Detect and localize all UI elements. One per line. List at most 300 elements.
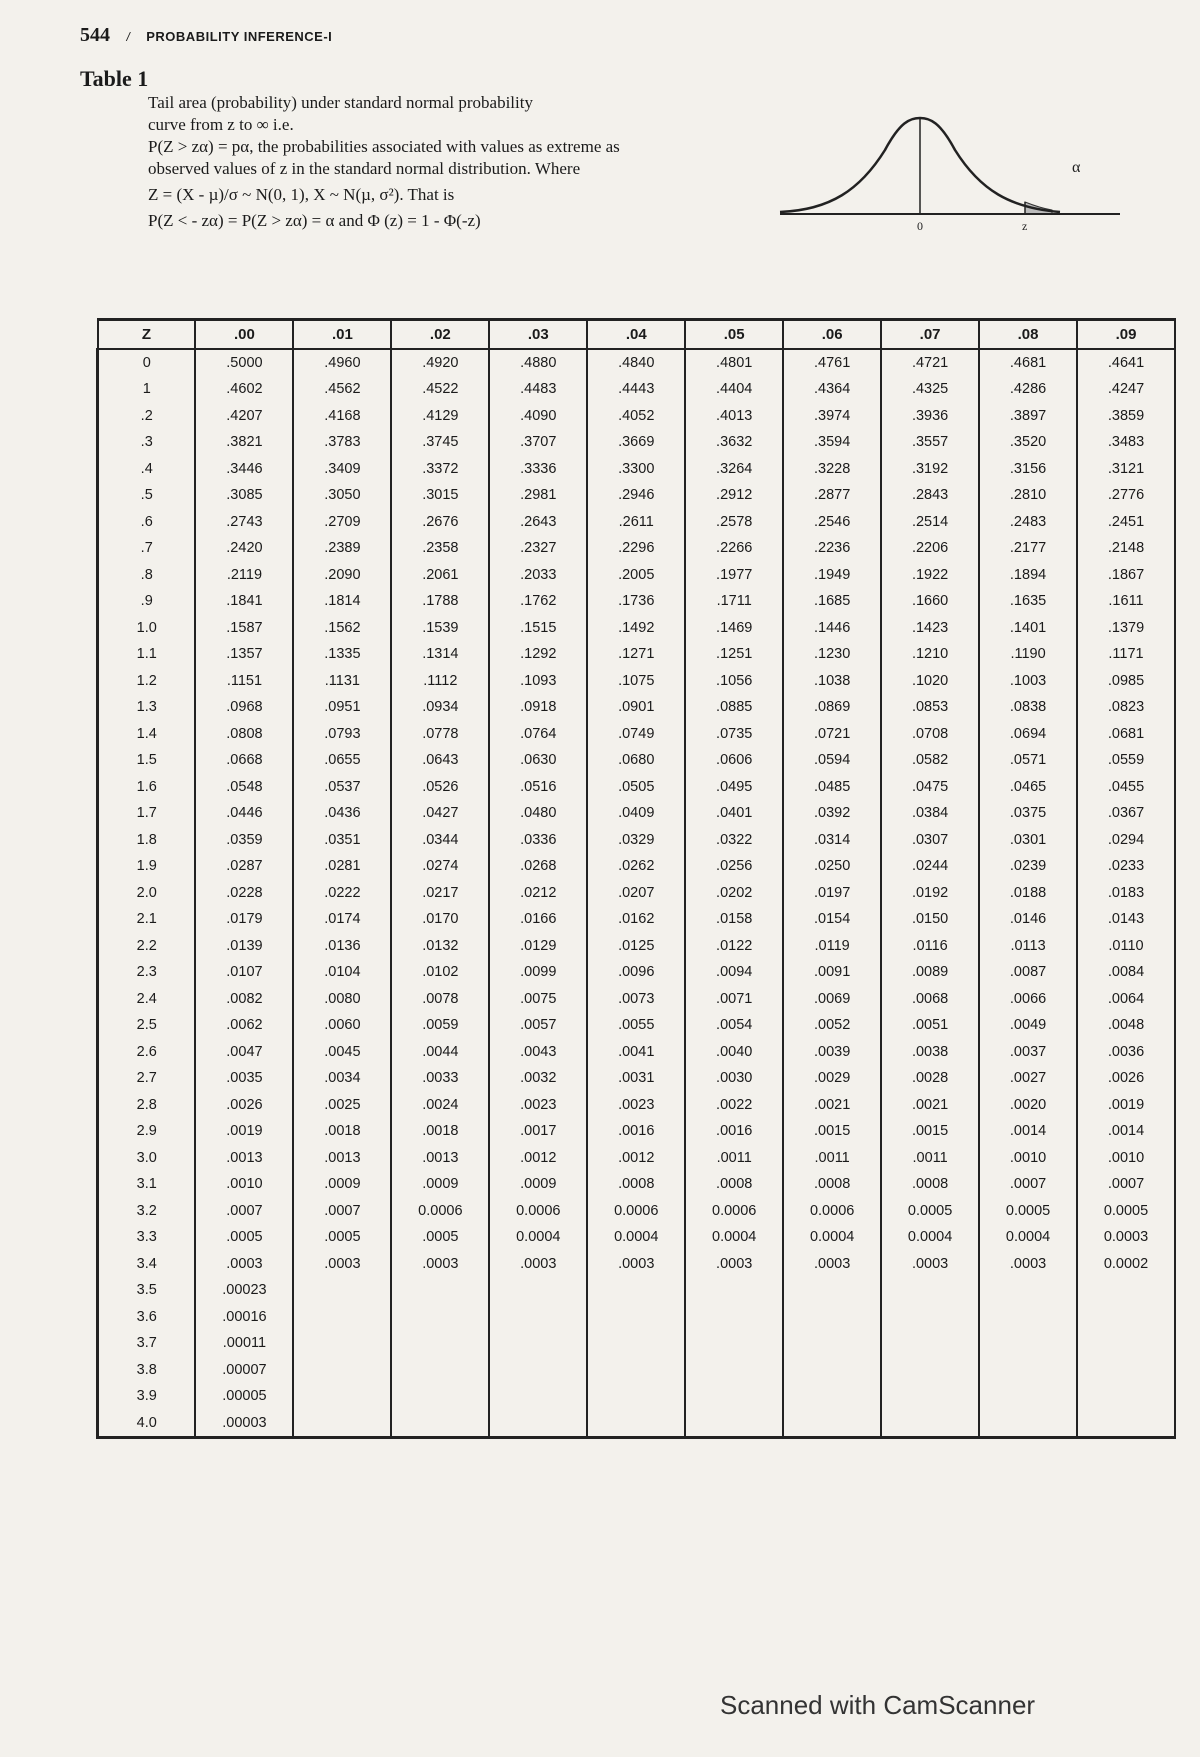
probability-cell: .0023	[587, 1092, 685, 1119]
probability-cell: .2483	[979, 509, 1077, 536]
section-title: PROBABILITY INFERENCE-I	[146, 29, 333, 44]
probability-cell: .0029	[783, 1065, 881, 1092]
probability-cell: .0158	[685, 906, 783, 933]
probability-cell: .0012	[587, 1145, 685, 1172]
probability-cell: .0793	[293, 721, 391, 748]
probability-cell: .1922	[881, 562, 979, 589]
probability-cell	[1077, 1410, 1175, 1438]
probability-cell: .0011	[881, 1145, 979, 1172]
table-row	[98, 1383, 1176, 1410]
probability-cell: .4721	[881, 349, 979, 377]
probability-cell: .0436	[293, 800, 391, 827]
probability-cell	[881, 1304, 979, 1331]
column-header: .05	[685, 320, 783, 349]
probability-cell: .0008	[881, 1171, 979, 1198]
probability-cell: .0075	[489, 986, 587, 1013]
z-value-cell: 1.1	[98, 641, 196, 668]
probability-cell: .0010	[195, 1171, 293, 1198]
probability-cell: .4483	[489, 376, 587, 403]
table-row	[98, 1277, 1176, 1304]
probability-cell: .1230	[783, 641, 881, 668]
probability-cell: .0091	[783, 959, 881, 986]
probability-cell: .0037	[979, 1039, 1077, 1066]
probability-cell: .0475	[881, 774, 979, 801]
zero-label: 0	[917, 219, 923, 233]
probability-cell: .1660	[881, 588, 979, 615]
probability-cell: .0023	[489, 1092, 587, 1119]
probability-cell: .0764	[489, 721, 587, 748]
probability-cell: .0055	[587, 1012, 685, 1039]
table-row	[98, 1198, 1176, 1225]
description-line: observed values of z in the standard normal distribution. Where	[148, 159, 581, 178]
probability-cell: .0571	[979, 747, 1077, 774]
probability-cell: .2743	[195, 509, 293, 536]
z-value-cell: 1.3	[98, 694, 196, 721]
probability-cell: .0033	[391, 1065, 489, 1092]
probability-cell: 0.0006	[587, 1198, 685, 1225]
probability-cell	[391, 1383, 489, 1410]
probability-cell: .1131	[293, 668, 391, 695]
probability-cell: .0446	[195, 800, 293, 827]
description-line: P(Z > zα) = pα, the probabilities associated with values as extreme as	[148, 137, 620, 156]
probability-cell: .0179	[195, 906, 293, 933]
probability-cell: .0048	[1077, 1012, 1175, 1039]
probability-cell: .1635	[979, 588, 1077, 615]
probability-cell: .0212	[489, 880, 587, 907]
probability-cell: .5000	[195, 349, 293, 377]
table-row	[98, 986, 1176, 1013]
probability-cell: .4129	[391, 403, 489, 430]
probability-cell: .0113	[979, 933, 1077, 960]
probability-cell	[979, 1304, 1077, 1331]
probability-cell: .4681	[979, 349, 1077, 377]
probability-cell: .0052	[783, 1012, 881, 1039]
table-row	[98, 1304, 1176, 1331]
probability-cell	[489, 1410, 587, 1438]
table-row	[98, 853, 1176, 880]
table-row	[98, 429, 1176, 456]
probability-cell: .1003	[979, 668, 1077, 695]
probability-cell	[587, 1330, 685, 1357]
probability-cell: .0968	[195, 694, 293, 721]
probability-cell: .0125	[587, 933, 685, 960]
column-header: .08	[979, 320, 1077, 349]
probability-cell: .1736	[587, 588, 685, 615]
probability-cell: .2843	[881, 482, 979, 509]
probability-cell	[489, 1357, 587, 1384]
probability-cell: .2810	[979, 482, 1077, 509]
probability-cell: .0078	[391, 986, 489, 1013]
probability-cell: .0010	[1077, 1145, 1175, 1172]
probability-cell: .0281	[293, 853, 391, 880]
probability-cell: .4443	[587, 376, 685, 403]
probability-cell: .1171	[1077, 641, 1175, 668]
z-label: z	[1022, 219, 1028, 233]
probability-cell: .0735	[685, 721, 783, 748]
table-row	[98, 535, 1176, 562]
probability-cell: .0526	[391, 774, 489, 801]
probability-cell: .0018	[293, 1118, 391, 1145]
probability-cell: .0005	[195, 1224, 293, 1251]
alpha-label: α	[1072, 159, 1081, 176]
table-description	[148, 92, 788, 232]
table-row	[98, 1118, 1176, 1145]
z-value-cell: .4	[98, 456, 196, 483]
probability-cell: .1357	[195, 641, 293, 668]
probability-cell: .4364	[783, 376, 881, 403]
probability-cell: .0025	[293, 1092, 391, 1119]
probability-cell: .4960	[293, 349, 391, 377]
probability-cell: .0183	[1077, 880, 1175, 907]
probability-cell: .0480	[489, 800, 587, 827]
probability-cell: .0019	[1077, 1092, 1175, 1119]
probability-cell: .2236	[783, 535, 881, 562]
probability-cell: .1292	[489, 641, 587, 668]
probability-cell: .3336	[489, 456, 587, 483]
z-value-cell: 1.4	[98, 721, 196, 748]
z-value-cell: .6	[98, 509, 196, 536]
probability-cell	[293, 1383, 391, 1410]
probability-cell: .2676	[391, 509, 489, 536]
probability-cell: .1020	[881, 668, 979, 695]
probability-cell: .2005	[587, 562, 685, 589]
probability-cell: .0287	[195, 853, 293, 880]
probability-cell	[783, 1277, 881, 1304]
probability-cell: .0026	[195, 1092, 293, 1119]
probability-cell: .0054	[685, 1012, 783, 1039]
probability-cell: .4761	[783, 349, 881, 377]
probability-cell: .0015	[783, 1118, 881, 1145]
column-header: .02	[391, 320, 489, 349]
probability-cell	[685, 1383, 783, 1410]
probability-cell	[489, 1383, 587, 1410]
probability-cell: .0630	[489, 747, 587, 774]
z-value-cell: 3.2	[98, 1198, 196, 1225]
z-value-cell: 3.7	[98, 1330, 196, 1357]
probability-cell: .0934	[391, 694, 489, 721]
probability-cell: .0009	[489, 1171, 587, 1198]
probability-cell: .3085	[195, 482, 293, 509]
column-header: .09	[1077, 320, 1175, 349]
table-row	[98, 615, 1176, 642]
z-value-cell: .5	[98, 482, 196, 509]
probability-cell: 0.0006	[489, 1198, 587, 1225]
probability-cell	[293, 1277, 391, 1304]
probability-cell: .0537	[293, 774, 391, 801]
probability-cell: .0038	[881, 1039, 979, 1066]
probability-cell: .0003	[391, 1251, 489, 1278]
probability-cell: .2981	[489, 482, 587, 509]
probability-cell: .0003	[783, 1251, 881, 1278]
probability-cell: .3300	[587, 456, 685, 483]
probability-cell: .0084	[1077, 959, 1175, 986]
probability-cell	[783, 1330, 881, 1357]
probability-cell: .1562	[293, 615, 391, 642]
probability-cell: .2546	[783, 509, 881, 536]
probability-cell: .0082	[195, 986, 293, 1013]
probability-cell: 0.0003	[1077, 1224, 1175, 1251]
probability-cell: .0003	[489, 1251, 587, 1278]
probability-cell: .3632	[685, 429, 783, 456]
probability-cell: .0009	[391, 1171, 489, 1198]
probability-cell: .0034	[293, 1065, 391, 1092]
probability-cell: .0188	[979, 880, 1077, 907]
probability-cell: .2148	[1077, 535, 1175, 562]
probability-cell	[587, 1383, 685, 1410]
probability-cell: .0749	[587, 721, 685, 748]
probability-cell: 0.0004	[979, 1224, 1077, 1251]
probability-cell: .1611	[1077, 588, 1175, 615]
probability-cell	[979, 1383, 1077, 1410]
probability-cell: .3228	[783, 456, 881, 483]
probability-cell	[685, 1277, 783, 1304]
probability-cell: .1685	[783, 588, 881, 615]
probability-cell: .0021	[783, 1092, 881, 1119]
probability-cell: .3821	[195, 429, 293, 456]
probability-cell: 0.0004	[685, 1224, 783, 1251]
probability-cell: .0045	[293, 1039, 391, 1066]
probability-cell: .0041	[587, 1039, 685, 1066]
probability-cell: .0073	[587, 986, 685, 1013]
probability-cell: .0322	[685, 827, 783, 854]
probability-cell: .3974	[783, 403, 881, 430]
probability-cell: .0104	[293, 959, 391, 986]
column-header: .04	[587, 320, 685, 349]
probability-cell: .3783	[293, 429, 391, 456]
probability-cell: .0294	[1077, 827, 1175, 854]
z-value-cell: 1.0	[98, 615, 196, 642]
probability-cell: .0011	[685, 1145, 783, 1172]
probability-cell: .0007	[293, 1198, 391, 1225]
probability-cell	[391, 1277, 489, 1304]
probability-cell	[783, 1357, 881, 1384]
probability-cell: .0427	[391, 800, 489, 827]
probability-cell: .1492	[587, 615, 685, 642]
probability-cell: .0401	[685, 800, 783, 827]
probability-cell: .0003	[195, 1251, 293, 1278]
probability-cell: .0003	[587, 1251, 685, 1278]
probability-cell	[293, 1410, 391, 1438]
probability-cell	[979, 1410, 1077, 1438]
probability-cell: 0.0005	[979, 1198, 1077, 1225]
table-row	[98, 588, 1176, 615]
probability-cell: .0020	[979, 1092, 1077, 1119]
probability-cell: .0384	[881, 800, 979, 827]
probability-cell: .2877	[783, 482, 881, 509]
table-row	[98, 1330, 1176, 1357]
probability-cell: .0005	[391, 1224, 489, 1251]
probability-cell	[881, 1383, 979, 1410]
probability-cell	[391, 1357, 489, 1384]
probability-cell	[685, 1410, 783, 1438]
probability-cell: .3897	[979, 403, 1077, 430]
probability-cell	[881, 1410, 979, 1438]
probability-cell: .0274	[391, 853, 489, 880]
probability-cell: .2177	[979, 535, 1077, 562]
probability-cell: .3859	[1077, 403, 1175, 430]
probability-cell: .0019	[195, 1118, 293, 1145]
probability-cell: 0.0004	[489, 1224, 587, 1251]
probability-cell: .1977	[685, 562, 783, 589]
probability-cell: .2266	[685, 535, 783, 562]
probability-cell: .0192	[881, 880, 979, 907]
probability-cell: .0080	[293, 986, 391, 1013]
probability-cell: .1762	[489, 588, 587, 615]
probability-cell: .0116	[881, 933, 979, 960]
probability-cell: .4404	[685, 376, 783, 403]
probability-cell: .0051	[881, 1012, 979, 1039]
probability-cell: .1210	[881, 641, 979, 668]
probability-cell: .4641	[1077, 349, 1175, 377]
table-row	[98, 509, 1176, 536]
probability-cell: .0329	[587, 827, 685, 854]
column-header: .06	[783, 320, 881, 349]
probability-cell: .0066	[979, 986, 1077, 1013]
probability-cell: .0003	[685, 1251, 783, 1278]
probability-cell: .0495	[685, 774, 783, 801]
table-row	[98, 1357, 1176, 1384]
probability-cell: .3050	[293, 482, 391, 509]
table-row	[98, 1251, 1176, 1278]
table-row	[98, 774, 1176, 801]
probability-cell: .0559	[1077, 747, 1175, 774]
table-row	[98, 562, 1176, 589]
probability-cell: .1314	[391, 641, 489, 668]
probability-cell: .0014	[979, 1118, 1077, 1145]
header-separator: /	[126, 30, 130, 44]
probability-cell: 0.0006	[783, 1198, 881, 1225]
probability-cell: .0853	[881, 694, 979, 721]
column-header: .07	[881, 320, 979, 349]
probability-cell: .2946	[587, 482, 685, 509]
table-row	[98, 906, 1176, 933]
probability-cell: .4522	[391, 376, 489, 403]
probability-cell: .1539	[391, 615, 489, 642]
probability-cell: .0087	[979, 959, 1077, 986]
probability-cell: .2119	[195, 562, 293, 589]
z-value-cell: 1.7	[98, 800, 196, 827]
probability-cell: .0901	[587, 694, 685, 721]
probability-cell: .0003	[881, 1251, 979, 1278]
probability-cell: .0708	[881, 721, 979, 748]
probability-cell: .0516	[489, 774, 587, 801]
probability-cell: .0409	[587, 800, 685, 827]
probability-cell: .0069	[783, 986, 881, 1013]
header-row	[98, 320, 1176, 349]
probability-cell: .0150	[881, 906, 979, 933]
probability-cell: .4013	[685, 403, 783, 430]
probability-cell: .1949	[783, 562, 881, 589]
z-value-cell: 0	[98, 349, 196, 377]
probability-cell: .0268	[489, 853, 587, 880]
probability-cell: .0030	[685, 1065, 783, 1092]
z-value-cell: 3.8	[98, 1357, 196, 1384]
probability-cell: 0.0005	[881, 1198, 979, 1225]
probability-cell: .00011	[195, 1330, 293, 1357]
probability-cell: .0132	[391, 933, 489, 960]
probability-cell: .0007	[195, 1198, 293, 1225]
z-value-cell: 2.5	[98, 1012, 196, 1039]
probability-cell: .0122	[685, 933, 783, 960]
probability-cell: .3669	[587, 429, 685, 456]
probability-cell: .0026	[1077, 1065, 1175, 1092]
page-header	[80, 24, 332, 47]
z-value-cell: 2.3	[98, 959, 196, 986]
probability-cell: .0102	[391, 959, 489, 986]
probability-cell: .0228	[195, 880, 293, 907]
probability-cell: 0.0002	[1077, 1251, 1175, 1278]
description-line: P(Z < - zα) = P(Z > zα) = α and Φ (z) = 1 - Φ(-z)	[148, 211, 481, 230]
probability-cell: .0202	[685, 880, 783, 907]
table-title: Table 1	[80, 66, 149, 91]
probability-cell: .0011	[783, 1145, 881, 1172]
table-row	[98, 800, 1176, 827]
probability-cell: .0643	[391, 747, 489, 774]
probability-cell: .0721	[783, 721, 881, 748]
table-row	[98, 376, 1176, 403]
probability-cell: 0.0004	[783, 1224, 881, 1251]
probability-cell: .3372	[391, 456, 489, 483]
probability-cell	[293, 1357, 391, 1384]
z-value-cell: 3.9	[98, 1383, 196, 1410]
probability-cell	[587, 1304, 685, 1331]
probability-cell: .00005	[195, 1383, 293, 1410]
probability-cell: .0008	[685, 1171, 783, 1198]
probability-cell	[489, 1277, 587, 1304]
probability-cell: .0375	[979, 800, 1077, 827]
probability-cell: .0314	[783, 827, 881, 854]
probability-cell: .0057	[489, 1012, 587, 1039]
z-table	[96, 318, 1176, 1439]
probability-cell: .1788	[391, 588, 489, 615]
probability-cell: .1711	[685, 588, 783, 615]
probability-cell: .4168	[293, 403, 391, 430]
probability-cell: .0119	[783, 933, 881, 960]
probability-cell: .00016	[195, 1304, 293, 1331]
z-value-cell: 1.8	[98, 827, 196, 854]
table-row	[98, 1410, 1176, 1438]
probability-cell: .0021	[881, 1092, 979, 1119]
probability-cell: .0039	[783, 1039, 881, 1066]
probability-cell: .1814	[293, 588, 391, 615]
table-row	[98, 933, 1176, 960]
probability-cell: .0778	[391, 721, 489, 748]
probability-cell: .0951	[293, 694, 391, 721]
probability-cell: .0049	[979, 1012, 1077, 1039]
probability-cell: .2451	[1077, 509, 1175, 536]
probability-cell: .0548	[195, 774, 293, 801]
probability-cell	[881, 1357, 979, 1384]
probability-cell: .0007	[1077, 1171, 1175, 1198]
table-row	[98, 482, 1176, 509]
probability-cell: .0808	[195, 721, 293, 748]
probability-cell: .0096	[587, 959, 685, 986]
probability-cell: .0885	[685, 694, 783, 721]
probability-cell: .0918	[489, 694, 587, 721]
z-value-cell: 4.0	[98, 1410, 196, 1438]
probability-cell: .3557	[881, 429, 979, 456]
probability-cell: .0014	[1077, 1118, 1175, 1145]
probability-cell: .0217	[391, 880, 489, 907]
probability-cell: .1379	[1077, 615, 1175, 642]
probability-cell: .2578	[685, 509, 783, 536]
probability-cell: .0129	[489, 933, 587, 960]
z-value-cell: .2	[98, 403, 196, 430]
table-row	[98, 827, 1176, 854]
table-row	[98, 959, 1176, 986]
probability-cell: .0012	[489, 1145, 587, 1172]
probability-cell	[979, 1277, 1077, 1304]
